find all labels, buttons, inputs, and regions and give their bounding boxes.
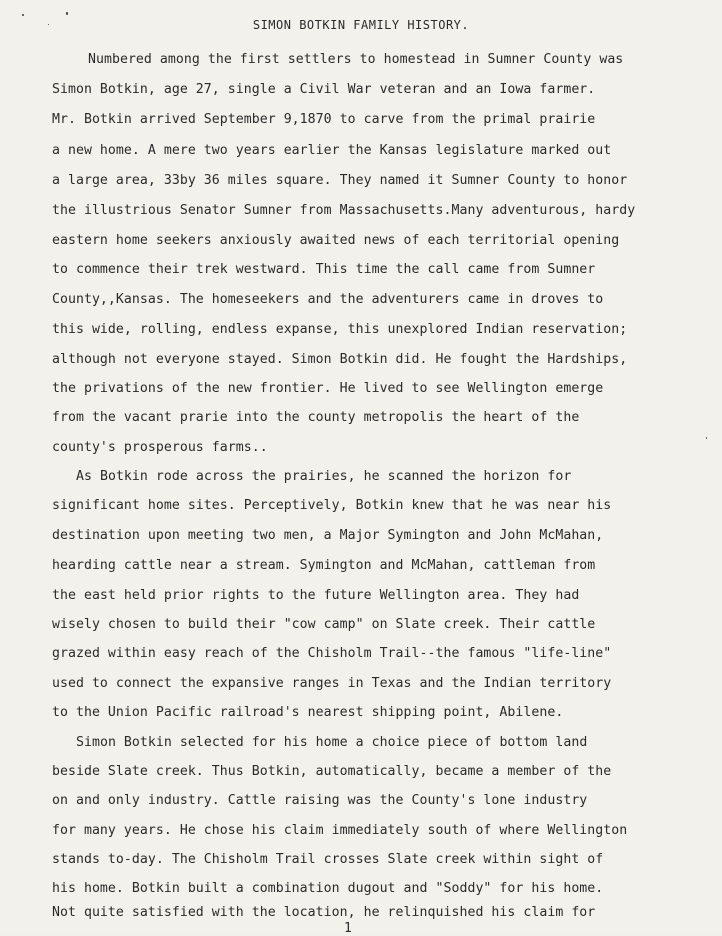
text-line: for many years. He chose his claim immediately south of where Wellington bbox=[52, 823, 628, 838]
text-line: although not everyone stayed. Simon Botkin did. He fought the Hardships, bbox=[52, 352, 628, 367]
text-line: eastern home seekers anxiously awaited news of each territorial opening bbox=[52, 233, 620, 248]
text-line: county's prosperous farms.. bbox=[52, 440, 268, 455]
text-line: used to connect the expansive ranges in Texas and the Indian territory bbox=[52, 676, 612, 691]
text-line: significant home sites. Perceptively, Botkin knew that he was near his bbox=[52, 498, 612, 513]
text-line: As Botkin rode across the prairies, he scanned the horizon for bbox=[76, 469, 572, 484]
text-line: his home. Botkin built a combination dugout and "Soddy" for his home. bbox=[52, 881, 604, 896]
paper-speck bbox=[22, 14, 24, 16]
text-line: wisely chosen to build their "cow camp" on Slate creek. Their cattle bbox=[52, 617, 596, 632]
text-line: this wide, rolling, endless expanse, this unexplored Indian reservation; bbox=[52, 322, 628, 337]
text-line: a new home. A mere two years earlier the Kansas legislature marked out bbox=[52, 143, 612, 158]
paper-speck bbox=[66, 12, 68, 15]
text-line: destination upon meeting two men, a Major Symington and John McMahan, bbox=[52, 528, 604, 543]
text-line: Not quite satisfied with the location, he relinquished his claim for bbox=[52, 905, 596, 920]
text-line: Numbered among the first settlers to homestead in Sumner County was bbox=[88, 52, 624, 67]
text-line: Mr. Botkin arrived September 9,1870 to carve from the primal prairie bbox=[52, 112, 596, 127]
text-line: the east held prior rights to the future Wellington area. They had bbox=[52, 588, 580, 603]
text-line: beside Slate creek. Thus Botkin, automatically, became a member of the bbox=[52, 764, 612, 779]
text-line: the illustrious Senator Sumner from Massachusetts.Many adventurous, hardy bbox=[52, 203, 636, 218]
text-line: grazed within easy reach of the Chisholm Trail--the famous "life-line" bbox=[52, 646, 612, 661]
document-title: SIMON BOTKIN FAMILY HISTORY. bbox=[252, 18, 470, 32]
text-line: from the vacant prarie into the county metropolis the heart of the bbox=[52, 410, 580, 425]
paper-speck bbox=[48, 24, 49, 25]
page-number: 1 bbox=[344, 921, 352, 936]
text-line: hearding cattle near a stream. Symington and McMahan, cattleman from bbox=[52, 558, 596, 573]
text-line: County,,Kansas. The homeseekers and the adventurers came in droves to bbox=[52, 292, 604, 307]
paper-speck bbox=[706, 437, 707, 439]
text-line: Simon Botkin selected for his home a choice piece of bottom land bbox=[76, 735, 588, 750]
text-line: the privations of the new frontier. He lived to see Wellington emerge bbox=[52, 381, 604, 396]
text-line: to the Union Pacific railroad's nearest shipping point, Abilene. bbox=[52, 705, 564, 720]
text-line: to commence their trek westward. This time the call came from Sumner bbox=[52, 262, 596, 277]
text-line: on and only industry. Cattle raising was the County's lone industry bbox=[52, 793, 588, 808]
text-line: stands to-day. The Chisholm Trail crosses Slate creek within sight of bbox=[52, 852, 604, 867]
text-line: Simon Botkin, age 27, single a Civil War veteran and an Iowa farmer. bbox=[52, 82, 596, 97]
text-line: a large area, 33by 36 miles square. They named it Sumner County to honor bbox=[52, 173, 628, 188]
